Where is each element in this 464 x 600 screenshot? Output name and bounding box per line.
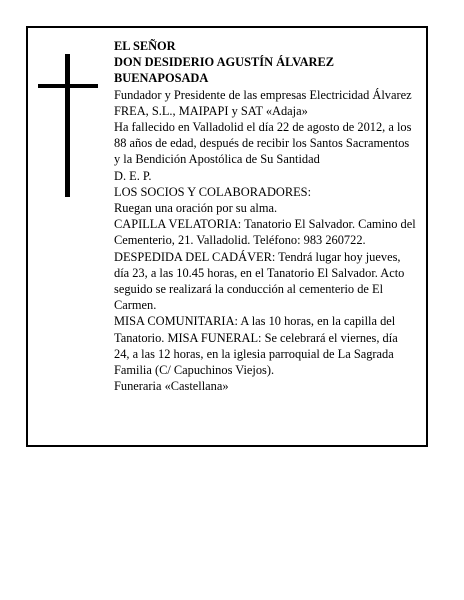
cross-horizontal-bar: [38, 84, 98, 88]
deceased-name: DON DESIDERIO AGUSTÍN ÁLVAREZ BUENAPOSADA: [114, 55, 334, 86]
rest-in-peace: D. E. P.: [114, 168, 152, 183]
mass-info: MISA COMUNITARIA: A las 10 horas, en la capilla del Tanatorio. MISA FUNERAL: Se celebrará el viernes, día 24, a las 12 horas, en la iglesia parroquial de La Sagrada Familia (C/ Capuchinos Viejos).: [114, 314, 398, 378]
heading-title: EL SEÑOR: [114, 39, 176, 53]
obituary-text: [114, 38, 416, 394]
cross-vertical-bar: [65, 54, 70, 197]
chapel-info: CAPILLA VELATORIA: Tanatorio El Salvador. Camino del Cementerio, 21. Valladolid. Teléfono: 983 260722.: [114, 217, 416, 248]
death-announcement: Ha fallecido en Valladolid el día 22 de agosto de 2012, a los 88 años de edad, después de recibir los Santos Sacramentos y la Bendición Apostólica de Su Santidad: [114, 120, 412, 167]
funeral-home: Funeraria «Castellana»: [114, 379, 229, 394]
farewell-info: DESPEDIDA DEL CADÁVER: Tendrá lugar hoy jueves, día 23, a las 10.45 horas, en el Tanatorio El Salvador. Acto seguido se realizará la conducción al cementerio de El Carmen.: [114, 249, 405, 313]
latin-cross-icon: [38, 54, 98, 197]
prayer-request: Ruegan una oración por su alma.: [114, 201, 278, 216]
mourners-group: LOS SOCIOS Y COLABORADORES:: [114, 184, 312, 199]
deceased-role: Fundador y Presidente de las empresas Electricidad Álvarez FREA, S.L., MAIPAPI y SAT «Adaja»: [114, 87, 412, 118]
